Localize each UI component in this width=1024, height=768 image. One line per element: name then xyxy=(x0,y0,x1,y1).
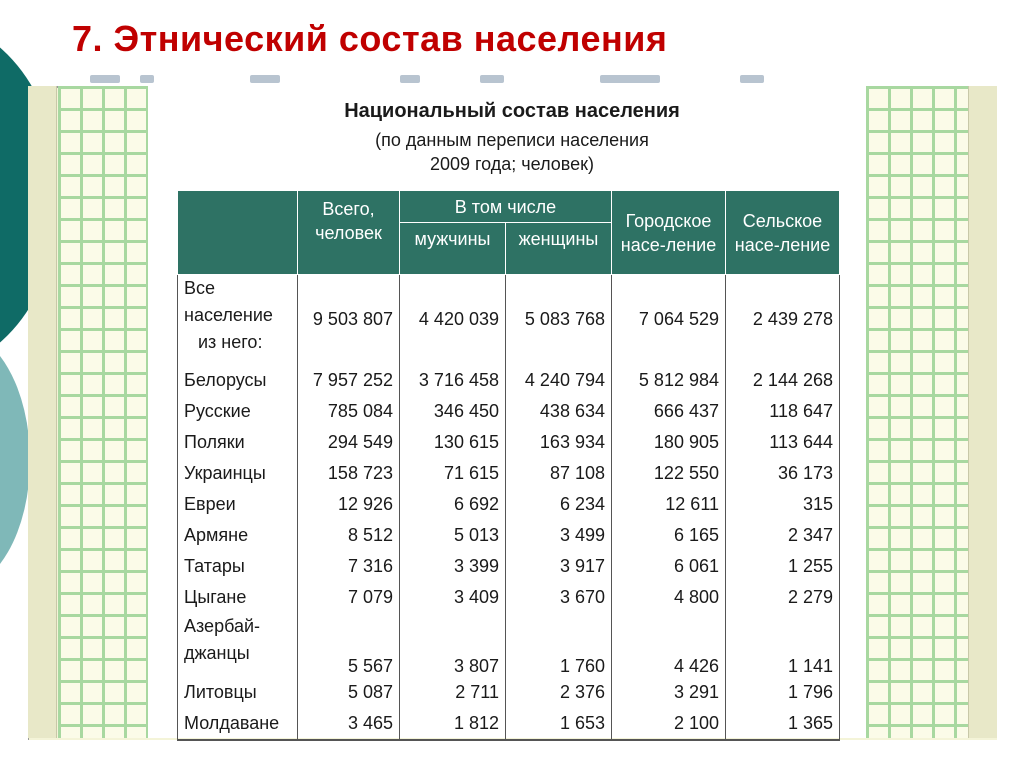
table-cell: 6 061 xyxy=(612,551,726,582)
table-cell: 130 615 xyxy=(400,427,506,458)
row-label: Молдаване xyxy=(178,708,298,740)
population-table xyxy=(177,190,840,741)
frame-edge-right xyxy=(968,86,997,738)
table-row xyxy=(178,365,840,396)
row-label: Русские xyxy=(178,396,298,427)
table-cell: 4 240 794 xyxy=(506,365,612,396)
table-cell: 3 716 458 xyxy=(400,365,506,396)
table-cell: 2 439 278 xyxy=(726,275,840,365)
azeri-label-line1: Азербай- xyxy=(184,615,261,636)
table-cell: 12 611 xyxy=(612,489,726,520)
table-cell: 6 234 xyxy=(506,489,612,520)
row-label: Литовцы xyxy=(178,677,298,708)
table-cell: 5 567 xyxy=(298,613,400,677)
total-label-line1: Все xyxy=(184,278,216,298)
total-label-line2: население xyxy=(184,305,273,325)
row-label-total xyxy=(178,275,298,365)
table-row-azeri xyxy=(178,613,840,677)
table-cell: 180 905 xyxy=(612,427,726,458)
row-label: Евреи xyxy=(178,489,298,520)
table-cell: 5 083 768 xyxy=(506,275,612,365)
table-cell: 122 550 xyxy=(612,458,726,489)
table-cell: 1 365 xyxy=(726,708,840,740)
table-cell: 7 079 xyxy=(298,582,400,613)
table-cell: 315 xyxy=(726,489,840,520)
row-label: Поляки xyxy=(178,427,298,458)
header-women: женщины xyxy=(506,223,612,275)
table-cell: 7 957 252 xyxy=(298,365,400,396)
table-cell: 3 399 xyxy=(400,551,506,582)
table-cell: 6 692 xyxy=(400,489,506,520)
table-cell: 3 409 xyxy=(400,582,506,613)
table-cell: 1 812 xyxy=(400,708,506,740)
document-heading: Национальный состав населения xyxy=(344,100,680,122)
table-cell: 1 653 xyxy=(506,708,612,740)
table-row xyxy=(178,551,840,582)
table-row xyxy=(178,489,840,520)
decorative-circle-light xyxy=(0,330,30,590)
table-cell: 3 499 xyxy=(506,520,612,551)
table-row-total xyxy=(178,275,840,365)
table-cell: 4 420 039 xyxy=(400,275,506,365)
table-cell: 438 634 xyxy=(506,396,612,427)
row-label: Армяне xyxy=(178,520,298,551)
table-cell: 2 144 268 xyxy=(726,365,840,396)
document-subheading xyxy=(0,128,1024,176)
table-cell: 118 647 xyxy=(726,396,840,427)
table-cell: 785 084 xyxy=(298,396,400,427)
subheading-line-1: (по данным переписи населения xyxy=(375,130,649,150)
table-row xyxy=(178,582,840,613)
table-cell: 4 426 xyxy=(612,613,726,677)
table-row xyxy=(178,708,840,740)
table-cell: 4 800 xyxy=(612,582,726,613)
table-cell: 8 512 xyxy=(298,520,400,551)
table-cell: 3 465 xyxy=(298,708,400,740)
table-cell: 1 255 xyxy=(726,551,840,582)
table-cell: 2 100 xyxy=(612,708,726,740)
subheading-line-2: 2009 года; человек) xyxy=(429,154,595,174)
table-cell: 9 503 807 xyxy=(298,275,400,365)
table-cell: 163 934 xyxy=(506,427,612,458)
scanned-toolbar-strip xyxy=(80,72,860,86)
table-cell: 7 316 xyxy=(298,551,400,582)
table-cell: 36 173 xyxy=(726,458,840,489)
table-cell: 3 917 xyxy=(506,551,612,582)
slide-title: 7. Этнический состав населения xyxy=(72,18,668,59)
table-cell: 2 347 xyxy=(726,520,840,551)
table-row xyxy=(178,520,840,551)
table-cell: 5 812 984 xyxy=(612,365,726,396)
table-cell: 5 087 xyxy=(298,677,400,708)
row-label: Татары xyxy=(178,551,298,582)
table-cell: 3 291 xyxy=(612,677,726,708)
azeri-label-line2: джанцы xyxy=(184,642,250,663)
header-total: Всего, человек xyxy=(298,191,400,275)
table-cell: 7 064 529 xyxy=(612,275,726,365)
table-cell: 346 450 xyxy=(400,396,506,427)
row-label: Украинцы xyxy=(178,458,298,489)
table-row xyxy=(178,458,840,489)
table-cell: 1 796 xyxy=(726,677,840,708)
header-name-column xyxy=(178,191,298,275)
table-cell: 2 376 xyxy=(506,677,612,708)
row-label-azeri xyxy=(178,613,298,677)
table-cell: 1 760 xyxy=(506,613,612,677)
table-cell: 6 165 xyxy=(612,520,726,551)
table-row xyxy=(178,677,840,708)
header-including: В том числе xyxy=(400,191,612,223)
table-cell: 2 279 xyxy=(726,582,840,613)
table-cell: 113 644 xyxy=(726,427,840,458)
table-cell: 3 807 xyxy=(400,613,506,677)
table-cell: 71 615 xyxy=(400,458,506,489)
table-cell: 1 141 xyxy=(726,613,840,677)
header-rural: Сельское насе-ление xyxy=(726,191,840,275)
header-urban: Городское насе-ление xyxy=(612,191,726,275)
row-label: Белорусы xyxy=(178,365,298,396)
total-label-line3: из него: xyxy=(198,332,263,352)
frame-edge-left xyxy=(28,86,57,738)
table-cell: 294 549 xyxy=(298,427,400,458)
table-row xyxy=(178,396,840,427)
table-cell: 158 723 xyxy=(298,458,400,489)
grid-paper-left xyxy=(58,86,148,738)
header-men: мужчины xyxy=(400,223,506,275)
table-cell: 87 108 xyxy=(506,458,612,489)
table-cell: 5 013 xyxy=(400,520,506,551)
row-label: Цыгане xyxy=(178,582,298,613)
table-row xyxy=(178,427,840,458)
table-cell: 2 711 xyxy=(400,677,506,708)
grid-paper-right xyxy=(866,86,968,738)
table-cell: 3 670 xyxy=(506,582,612,613)
table-cell: 12 926 xyxy=(298,489,400,520)
table-cell: 666 437 xyxy=(612,396,726,427)
